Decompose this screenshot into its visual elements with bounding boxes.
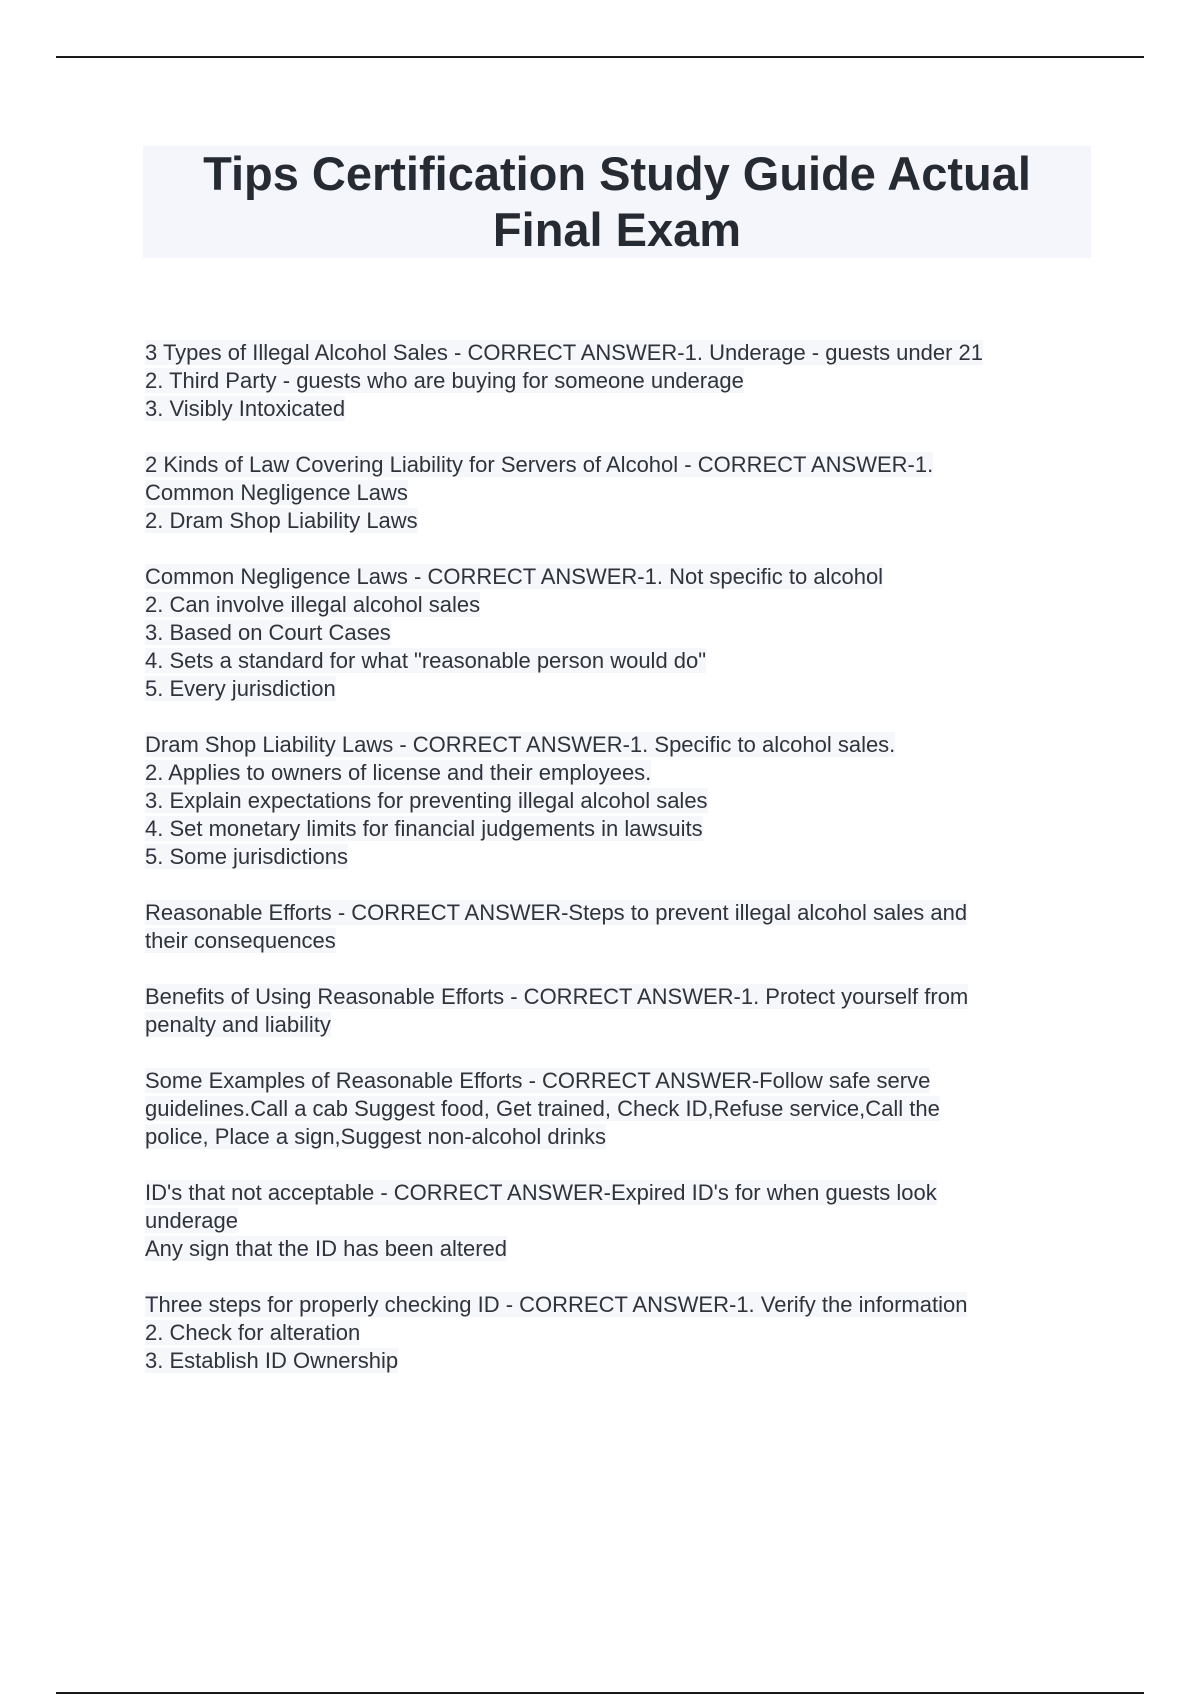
entry-line: penalty and liability bbox=[145, 1012, 331, 1037]
entry-line: underage bbox=[145, 1208, 238, 1233]
qa-entry bbox=[145, 339, 1085, 423]
qa-entry bbox=[145, 899, 1085, 955]
entry-line: 2. Dram Shop Liability Laws bbox=[145, 508, 418, 533]
entry-line: 3. Explain expectations for preventing illegal alcohol sales bbox=[145, 788, 708, 813]
entry-line: 3 Types of Illegal Alcohol Sales - CORRECT ANSWER-1. Underage - guests under 21 bbox=[145, 340, 984, 365]
entry-line: police, Place a sign,Suggest non-alcohol drinks bbox=[145, 1124, 607, 1149]
entry-line: ID's that not acceptable - CORRECT ANSWER-Expired ID's for when guests look bbox=[145, 1180, 937, 1205]
qa-entry bbox=[145, 1067, 1085, 1151]
qa-entry bbox=[145, 1291, 1085, 1375]
title-banner bbox=[143, 146, 1091, 258]
entry-line: 3. Based on Court Cases bbox=[145, 620, 391, 645]
qa-entry bbox=[145, 1179, 1085, 1263]
document-title: Tips Certification Study Guide Actual Final Exam bbox=[203, 147, 1031, 256]
entry-line: 4. Set monetary limits for financial judgements in lawsuits bbox=[145, 816, 703, 841]
entry-line: Reasonable Efforts - CORRECT ANSWER-Steps to prevent illegal alcohol sales and bbox=[145, 900, 968, 925]
bottom-rule bbox=[56, 1692, 1144, 1694]
entry-line: 2. Check for alteration bbox=[145, 1320, 361, 1345]
qa-entry bbox=[145, 731, 1085, 871]
entry-line: their consequences bbox=[145, 928, 336, 953]
entry-line: Some Examples of Reasonable Efforts - CORRECT ANSWER-Follow safe serve bbox=[145, 1068, 931, 1093]
entry-line: 2. Can involve illegal alcohol sales bbox=[145, 592, 481, 617]
entry-line: 2. Third Party - guests who are buying for someone underage bbox=[145, 368, 744, 393]
qa-entry bbox=[145, 983, 1085, 1039]
entry-line: guidelines.Call a cab Suggest food, Get trained, Check ID,Refuse service,Call the bbox=[145, 1096, 940, 1121]
entry-line: 3. Establish ID Ownership bbox=[145, 1348, 399, 1373]
entry-line: 4. Sets a standard for what "reasonable person would do" bbox=[145, 648, 707, 673]
entry-line: Any sign that the ID has been altered bbox=[145, 1236, 508, 1261]
entry-line: 5. Some jurisdictions bbox=[145, 844, 348, 869]
entry-line: Three steps for properly checking ID - CORRECT ANSWER-1. Verify the information bbox=[145, 1292, 968, 1317]
entry-line: 2. Applies to owners of license and their employees. bbox=[145, 760, 652, 785]
entry-line: Common Negligence Laws bbox=[145, 480, 408, 505]
entry-line: Benefits of Using Reasonable Efforts - CORRECT ANSWER-1. Protect yourself from bbox=[145, 984, 969, 1009]
document-body bbox=[145, 339, 1085, 1403]
qa-entry bbox=[145, 563, 1085, 703]
entry-line: Dram Shop Liability Laws - CORRECT ANSWER-1. Specific to alcohol sales. bbox=[145, 732, 896, 757]
qa-entry bbox=[145, 451, 1085, 535]
top-rule bbox=[56, 56, 1144, 58]
entry-line: 5. Every jurisdiction bbox=[145, 676, 336, 701]
entry-line: 3. Visibly Intoxicated bbox=[145, 396, 346, 421]
entry-line: Common Negligence Laws - CORRECT ANSWER-1. Not specific to alcohol bbox=[145, 564, 884, 589]
entry-line: 2 Kinds of Law Covering Liability for Servers of Alcohol - CORRECT ANSWER-1. bbox=[145, 452, 934, 477]
